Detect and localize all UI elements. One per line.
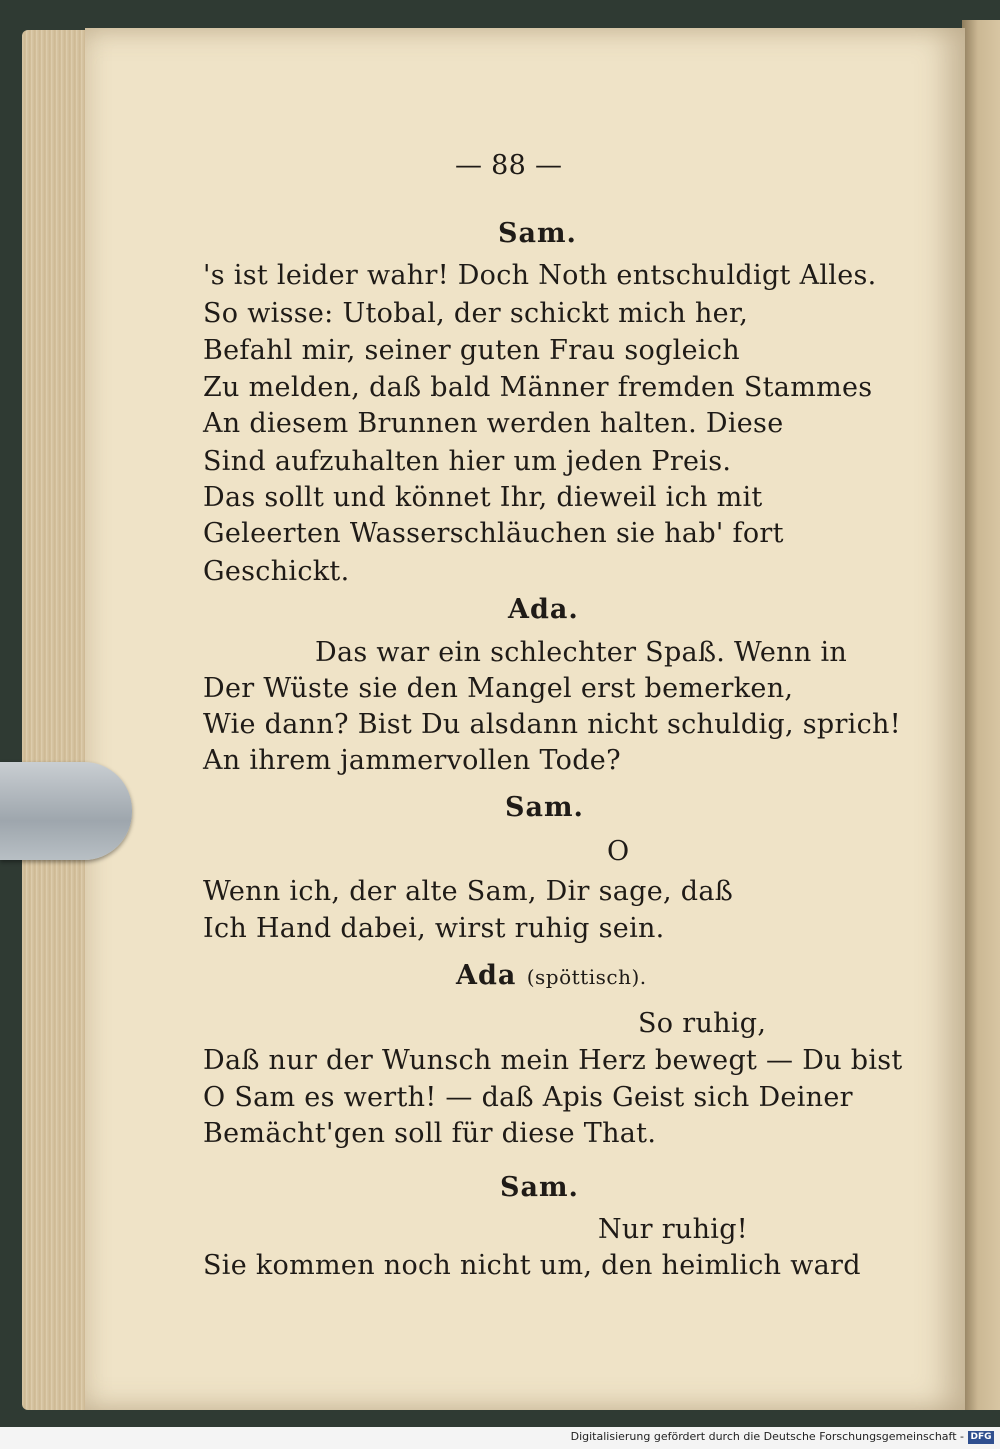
- text-line: Befahl mir, seiner guten Frau sogleich: [203, 335, 740, 366]
- text-line: Daß nur der Wunsch mein Herz bewegt — Du bist: [203, 1045, 903, 1076]
- text-line: Wenn ich, der alte Sam, Dir sage, daß: [203, 876, 734, 907]
- text-line: O Sam es werth! — daß Apis Geist sich Deiner: [203, 1082, 853, 1113]
- text-line: Sind aufzuhalten hier um jeden Preis.: [203, 446, 732, 477]
- text-line: Bemächt'gen soll für diese That.: [203, 1118, 657, 1149]
- text-line: An ihrem jammervollen Tode?: [203, 745, 621, 776]
- page-number: — 88 —: [455, 150, 563, 181]
- text-line: Geleerten Wasserschläuchen sie hab' fort: [203, 518, 784, 549]
- text-line: So ruhig,: [638, 1008, 767, 1039]
- text-line: Wie dann? Bist Du alsdann nicht schuldig, sprich!: [203, 709, 901, 740]
- text-line: Sie kommen noch nicht um, den heimlich ward: [203, 1250, 861, 1281]
- speaker-sam: Sam.: [498, 218, 577, 249]
- text-line: Geschickt.: [203, 556, 350, 587]
- speaker-ada: Ada.: [508, 594, 579, 625]
- dfg-logo: DFG: [968, 1431, 994, 1444]
- text-line: Das war ein schlechter Spaß. Wenn in: [315, 637, 848, 668]
- text-line: Zu melden, daß bald Männer fremden Stammes: [203, 372, 873, 403]
- speaker-sam: Sam.: [505, 792, 584, 823]
- text-line: Der Wüste sie den Mangel erst bemerken,: [203, 673, 794, 704]
- speaker-name: Ada: [456, 960, 517, 991]
- speaker-sam: Sam.: [500, 1172, 579, 1203]
- text-line: So wisse: Utobal, der schickt mich her,: [203, 298, 749, 329]
- digitization-footer: [0, 1427, 1000, 1449]
- text-line: O: [607, 836, 630, 867]
- speaker-ada: [456, 960, 647, 991]
- text-line: Nur ruhig!: [598, 1214, 748, 1245]
- footer-credit: Digitalisierung gefördert durch die Deutsche Forschungsgemeinschaft -: [570, 1430, 964, 1443]
- text-line: An diesem Brunnen werden halten. Diese: [203, 408, 784, 439]
- text-line: Ich Hand dabei, wirst ruhig sein.: [203, 913, 665, 944]
- text-line: 's ist leider wahr! Doch Noth entschuldigt Alles.: [203, 260, 877, 291]
- text-line: Das sollt und könnet Ihr, dieweil ich mit: [203, 482, 763, 513]
- stage-direction: (spöttisch).: [526, 965, 647, 989]
